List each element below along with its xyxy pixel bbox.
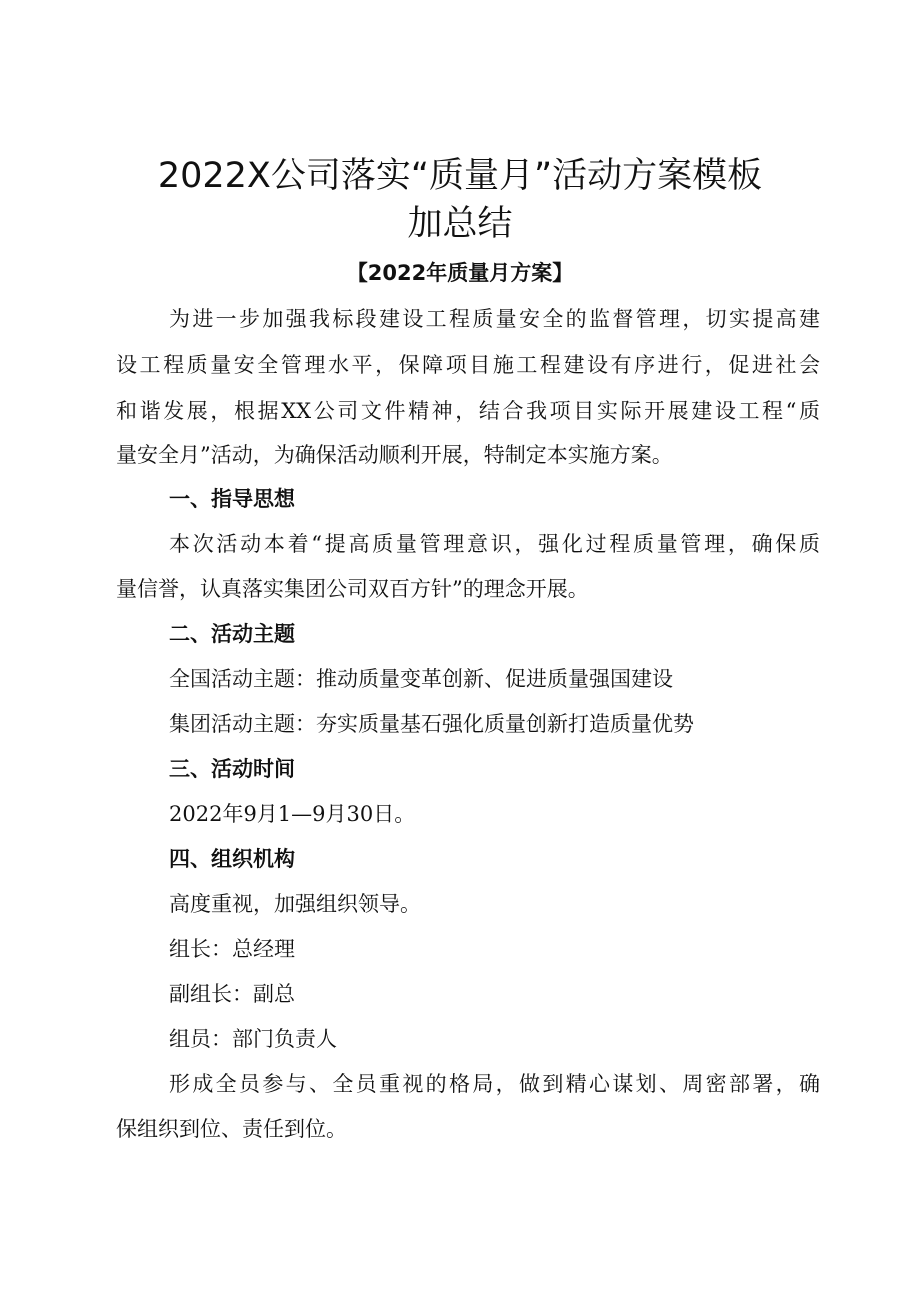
activity-period-line: 2022年9月1—9月30日。 bbox=[169, 802, 416, 826]
closing-paragraph-line: 形成全员参与、全员重视的格局，做到精心谋划、周密部署，确 bbox=[169, 1072, 820, 1096]
national-theme-line: 全国活动主题：推动质量变革创新、促进质量强国建设 bbox=[169, 667, 673, 691]
intro-paragraph-line: 和谐发展，根据XX公司文件精神，结合我项目实际开展建设工程“质 bbox=[116, 399, 820, 423]
intro-paragraph-line: 设工程质量安全管理水平，保障项目施工程建设有序进行，促进社会 bbox=[116, 353, 820, 377]
section-heading: 二、活动主题 bbox=[169, 622, 295, 646]
deputy-leader-line: 副组长：副总 bbox=[169, 982, 295, 1006]
section-heading: 三、活动时间 bbox=[169, 757, 295, 781]
closing-paragraph-line: 保组织到位、责任到位。 bbox=[116, 1117, 347, 1141]
document-title-line1: 2022X公司落实“质量月”活动方案模板 bbox=[157, 156, 763, 196]
section1-paragraph-line: 量信誉，认真落实集团公司双百方针”的理念开展。 bbox=[116, 577, 589, 601]
intro-paragraph-line: 量安全月”活动，为确保活动顺利开展，特制定本实施方案。 bbox=[116, 443, 673, 467]
section1-paragraph-line: 本次活动本着“提高质量管理意识，强化过程质量管理，确保质 bbox=[169, 532, 820, 556]
document-title-line2: 加总结 bbox=[407, 204, 513, 244]
organization-intro-line: 高度重视，加强组织领导。 bbox=[169, 892, 421, 916]
team-leader-line: 组长：总经理 bbox=[169, 937, 295, 961]
group-theme-line: 集团活动主题：夯实质量基石强化质量创新打造质量优势 bbox=[169, 712, 694, 736]
section-heading: 四、组织机构 bbox=[169, 847, 295, 871]
intro-paragraph-line: 为进一步加强我标段建设工程质量安全的监督管理，切实提高建 bbox=[169, 307, 820, 331]
section-heading: 一、指导思想 bbox=[169, 487, 295, 511]
team-members-line: 组员：部门负责人 bbox=[169, 1027, 337, 1051]
document-subtitle: 【2022年质量月方案】 bbox=[346, 261, 574, 285]
